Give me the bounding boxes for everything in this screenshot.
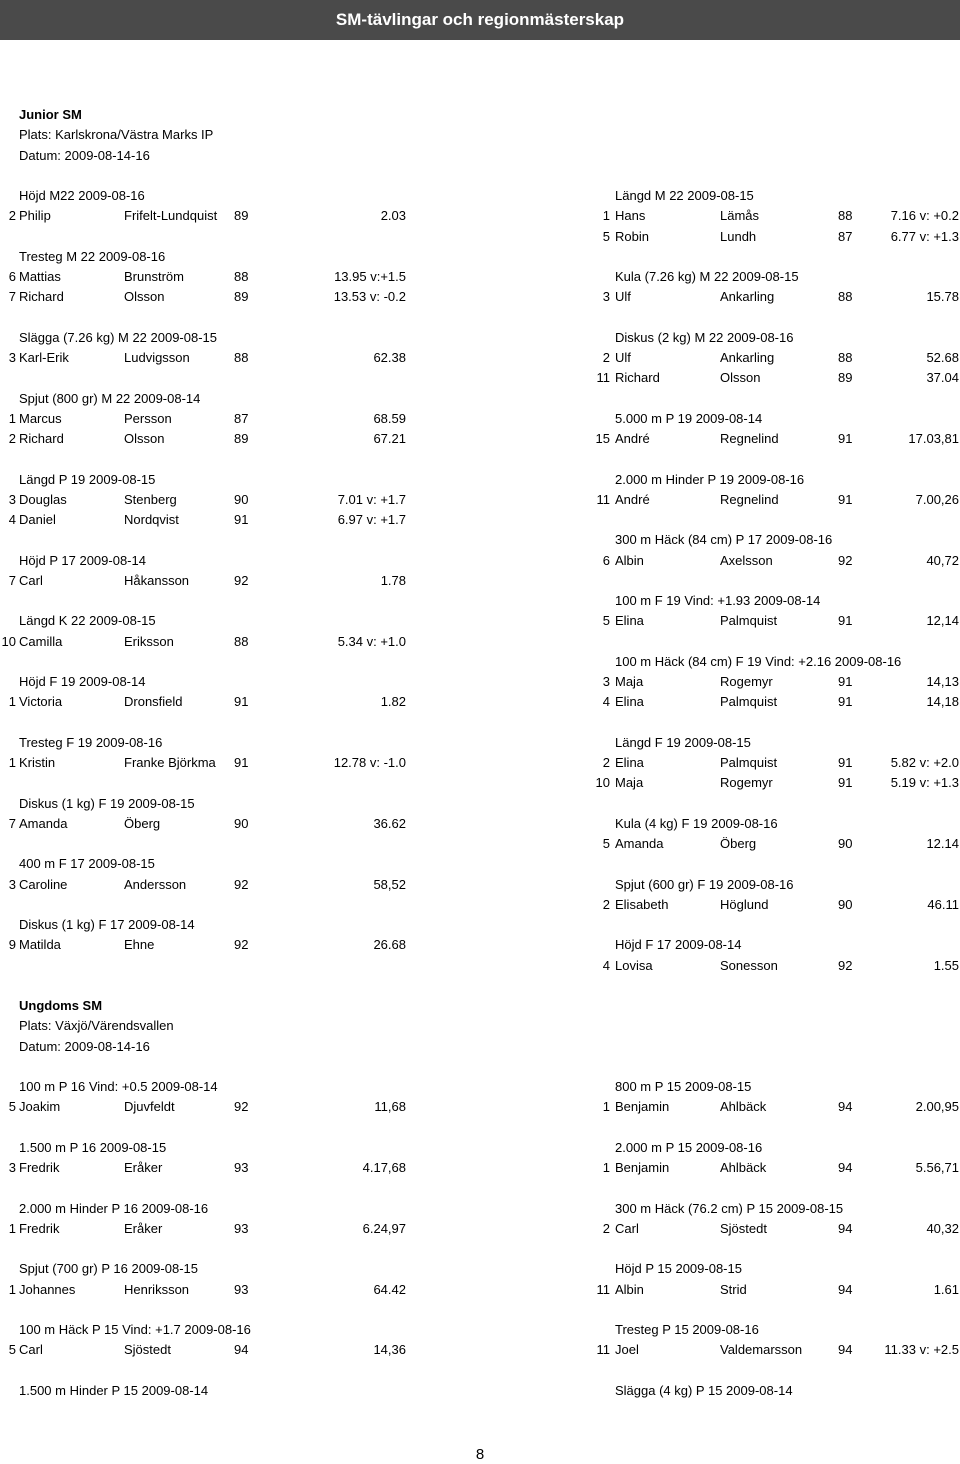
birth-year: 90	[838, 897, 853, 912]
result: 40,72	[926, 553, 959, 568]
last-name: Rogemyr	[720, 775, 773, 790]
last-name: Stenberg	[124, 492, 177, 507]
event-heading: Längd K 22 2009-08-15	[19, 613, 156, 628]
event-heading: Höjd P 15 2009-08-15	[615, 1261, 742, 1276]
result: 6.24,97	[362, 1221, 406, 1236]
result: 58,52	[373, 877, 406, 892]
birth-year: 88	[838, 289, 853, 304]
result: 17.03,81	[908, 431, 959, 446]
first-name: Karl-Erik	[19, 350, 69, 365]
result: 13.95 v:+1.5	[334, 269, 406, 284]
first-name: Joel	[615, 1342, 639, 1357]
result: 68.59	[373, 411, 406, 426]
result: 64.42	[373, 1282, 406, 1297]
birth-year: 93	[234, 1282, 249, 1297]
result: 12.14	[926, 836, 959, 851]
birth-year: 90	[234, 492, 249, 507]
placing: 3	[8, 350, 16, 365]
last-name: Håkansson	[124, 573, 190, 588]
section-title: Ungdoms SM	[19, 998, 103, 1013]
birth-year: 92	[234, 937, 249, 952]
event-heading: Plats: Karlskrona/Västra Marks IP	[19, 127, 214, 142]
result: 36.62	[373, 816, 406, 831]
result: 1.78	[380, 573, 406, 588]
first-name: Daniel	[19, 512, 56, 527]
result: 4.17,68	[362, 1160, 406, 1175]
event-heading: Höjd P 17 2009-08-14	[19, 553, 146, 568]
last-name: Höglund	[720, 897, 769, 912]
placing: 1	[8, 755, 16, 770]
last-name: Regnelind	[720, 492, 779, 507]
result: 14,36	[373, 1342, 406, 1357]
placing: 5	[8, 1099, 16, 1114]
birth-year: 89	[234, 431, 249, 446]
event-heading: Tresteg P 15 2009-08-16	[615, 1322, 759, 1337]
birth-year: 94	[838, 1221, 853, 1236]
placing: 2	[8, 431, 16, 446]
result: 5.82 v: +2.0	[890, 755, 959, 770]
first-name: Matilda	[19, 937, 61, 952]
last-name: Palmquist	[720, 755, 778, 770]
placing: 5	[602, 229, 610, 244]
first-name: Caroline	[19, 877, 68, 892]
event-heading: Tresteg F 19 2009-08-16	[19, 735, 163, 750]
event-heading: Kula (7.26 kg) M 22 2009-08-15	[615, 269, 799, 284]
placing: 11	[596, 492, 610, 507]
last-name: Lämås	[720, 208, 760, 223]
placing: 2	[602, 350, 610, 365]
birth-year: 94	[838, 1282, 853, 1297]
result: 2.03	[380, 208, 406, 223]
last-name: Sonesson	[720, 958, 778, 973]
first-name: Carl	[19, 1342, 43, 1357]
first-name: Benjamin	[615, 1099, 670, 1114]
event-heading: Längd M 22 2009-08-15	[615, 188, 754, 203]
first-name: Victoria	[19, 694, 63, 709]
placing: 4	[602, 958, 610, 973]
first-name: Albin	[615, 553, 644, 568]
placing: 5	[602, 836, 610, 851]
first-name: André	[615, 492, 650, 507]
page-header	[0, 0, 960, 40]
birth-year: 89	[234, 289, 249, 304]
event-heading: Diskus (1 kg) F 19 2009-08-15	[19, 796, 195, 811]
result: 5.56,71	[915, 1160, 959, 1175]
event-heading: 100 m Häck P 15 Vind: +1.7 2009-08-16	[19, 1322, 251, 1337]
first-name: Mattias	[19, 269, 61, 284]
placing: 3	[602, 289, 610, 304]
event-heading: Datum: 2009-08-14-16	[19, 148, 150, 163]
last-name: Ankarling	[720, 350, 775, 365]
result: 37.04	[926, 370, 959, 385]
placing: 10	[595, 775, 610, 790]
event-heading: 100 m Häck (84 cm) F 19 Vind: +2.16 2009-08-16	[615, 654, 902, 669]
birth-year: 89	[234, 208, 249, 223]
birth-year: 93	[234, 1221, 249, 1236]
placing: 7	[8, 816, 16, 831]
first-name: Amanda	[19, 816, 68, 831]
first-name: Lovisa	[615, 958, 653, 973]
first-name: Philip	[19, 208, 51, 223]
placing: 1	[602, 1099, 610, 1114]
last-name: Ankarling	[720, 289, 775, 304]
placing: 3	[8, 1160, 16, 1175]
last-name: Ehne	[124, 937, 155, 952]
birth-year: 91	[234, 512, 249, 527]
birth-year: 88	[234, 269, 249, 284]
last-name: Henriksson	[124, 1282, 190, 1297]
birth-year: 91	[838, 431, 853, 446]
first-name: Richard	[615, 370, 660, 385]
birth-year: 88	[838, 208, 853, 223]
last-name: Ahlbäck	[720, 1160, 767, 1175]
result: 5.34 v: +1.0	[337, 634, 406, 649]
event-heading: 300 m Häck (84 cm) P 17 2009-08-16	[615, 532, 833, 547]
last-name: Eråker	[124, 1221, 163, 1236]
birth-year: 91	[838, 492, 853, 507]
birth-year: 88	[234, 350, 249, 365]
first-name: Carl	[19, 573, 43, 588]
section-title: Junior SM	[19, 107, 82, 122]
placing: 4	[602, 694, 610, 709]
first-name: André	[615, 431, 650, 446]
event-heading: Datum: 2009-08-14-16	[19, 1039, 150, 1054]
result: 12,14	[926, 613, 959, 628]
result: 7.16 v: +0.2	[890, 208, 959, 223]
event-heading: Slägga (4 kg) P 15 2009-08-14	[615, 1383, 793, 1398]
event-heading: 1.500 m Hinder P 15 2009-08-14	[19, 1383, 209, 1398]
result: 26.68	[373, 937, 406, 952]
first-name: Richard	[19, 431, 64, 446]
placing: 2	[602, 897, 610, 912]
event-heading: Höjd M22 2009-08-16	[19, 188, 145, 203]
event-heading: 1.500 m P 16 2009-08-15	[19, 1140, 167, 1155]
result: 52.68	[926, 350, 959, 365]
last-name: Olsson	[720, 370, 761, 385]
result: 62.38	[373, 350, 406, 365]
result: 5.19 v: +1.3	[890, 775, 959, 790]
event-heading: Längd F 19 2009-08-15	[615, 735, 751, 750]
last-name: Olsson	[124, 431, 165, 446]
birth-year: 88	[234, 634, 249, 649]
result: 11.33 v: +2.5	[884, 1342, 959, 1357]
birth-year: 92	[838, 553, 853, 568]
result: 14,18	[926, 694, 959, 709]
first-name: Carl	[615, 1221, 639, 1236]
last-name: Lundh	[720, 229, 757, 244]
birth-year: 94	[838, 1160, 853, 1175]
result: 7.00,26	[915, 492, 959, 507]
last-name: Sjöstedt	[720, 1221, 767, 1236]
last-name: Nordqvist	[124, 512, 179, 527]
result: 14,13	[926, 674, 959, 689]
placing: 1	[602, 1160, 610, 1175]
last-name: Öberg	[720, 836, 757, 851]
last-name: Ahlbäck	[720, 1099, 767, 1114]
result: 1.82	[380, 694, 406, 709]
last-name: Strid	[720, 1282, 747, 1297]
result: 6.77 v: +1.3	[890, 229, 959, 244]
birth-year: 94	[838, 1342, 853, 1357]
last-name: Eråker	[124, 1160, 163, 1175]
placing: 1	[8, 1221, 16, 1236]
placing: 1	[8, 1282, 16, 1297]
result: 40,32	[926, 1221, 959, 1236]
placing: 3	[8, 877, 16, 892]
last-name: Palmquist	[720, 694, 778, 709]
placing: 2	[602, 1221, 610, 1236]
birth-year: 92	[234, 1099, 249, 1114]
first-name: Elina	[615, 694, 644, 709]
first-name: Kristin	[19, 755, 56, 770]
event-heading: 5.000 m P 19 2009-08-14	[615, 411, 763, 426]
birth-year: 92	[838, 958, 853, 973]
result: 1.55	[933, 958, 959, 973]
first-name: Marcus	[19, 411, 62, 426]
event-heading: Höjd F 17 2009-08-14	[615, 937, 742, 952]
birth-year: 93	[234, 1160, 249, 1175]
event-heading: 300 m Häck (76.2 cm) P 15 2009-08-15	[615, 1201, 844, 1216]
event-heading: 100 m P 16 Vind: +0.5 2009-08-14	[19, 1079, 218, 1094]
birth-year: 92	[234, 877, 249, 892]
event-heading: 100 m F 19 Vind: +1.93 2009-08-14	[615, 593, 821, 608]
first-name: Benjamin	[615, 1160, 670, 1175]
placing: 3	[8, 492, 16, 507]
first-name: Joakim	[19, 1099, 61, 1114]
result: 12.78 v: -1.0	[333, 755, 406, 770]
first-name: Elina	[615, 613, 644, 628]
birth-year: 89	[838, 370, 853, 385]
event-heading: Kula (4 kg) F 19 2009-08-16	[615, 816, 778, 831]
last-name: Franke Björkma	[124, 755, 216, 770]
event-heading: Spjut (600 gr) F 19 2009-08-16	[615, 877, 794, 892]
birth-year: 87	[838, 229, 853, 244]
placing: 7	[8, 573, 16, 588]
placing: 1	[602, 208, 610, 223]
result: 46.11	[927, 897, 959, 912]
placing: 11	[596, 370, 610, 385]
placing: 1	[8, 694, 16, 709]
placing: 11	[596, 1282, 610, 1297]
event-heading: 2.000 m P 15 2009-08-16	[615, 1140, 763, 1155]
event-heading: Spjut (800 gr) M 22 2009-08-14	[19, 391, 201, 406]
last-name: Andersson	[124, 877, 187, 892]
result: 67.21	[373, 431, 406, 446]
placing: 9	[8, 937, 16, 952]
birth-year: 94	[838, 1099, 853, 1114]
last-name: Axelsson	[720, 553, 773, 568]
placing: 5	[8, 1342, 16, 1357]
last-name: Persson	[124, 411, 172, 426]
first-name: Ulf	[615, 350, 631, 365]
event-heading: 2.000 m Hinder P 16 2009-08-16	[19, 1201, 209, 1216]
placing: 4	[8, 512, 16, 527]
last-name: Regnelind	[720, 431, 779, 446]
last-name: Olsson	[124, 289, 165, 304]
first-name: Robin	[615, 229, 649, 244]
first-name: Elisabeth	[615, 897, 669, 912]
last-name: Rogemyr	[720, 674, 773, 689]
birth-year: 94	[234, 1342, 249, 1357]
last-name: Ludvigsson	[124, 350, 190, 365]
first-name: Camilla	[19, 634, 63, 649]
first-name: Douglas	[19, 492, 67, 507]
first-name: Fredrik	[19, 1221, 60, 1236]
last-name: Djuvfeldt	[124, 1099, 175, 1114]
birth-year: 91	[234, 755, 249, 770]
placing: 1	[8, 411, 16, 426]
last-name: Sjöstedt	[124, 1342, 171, 1357]
first-name: Elina	[615, 755, 644, 770]
placing: 15	[595, 431, 610, 446]
birth-year: 91	[838, 613, 853, 628]
event-heading: Diskus (1 kg) F 17 2009-08-14	[19, 917, 195, 932]
event-heading: Höjd F 19 2009-08-14	[19, 674, 146, 689]
result: 11,68	[374, 1099, 406, 1114]
result: 7.01 v: +1.7	[337, 492, 406, 507]
placing: 7	[8, 289, 16, 304]
last-name: Brunström	[124, 269, 184, 284]
event-heading: Spjut (700 gr) P 16 2009-08-15	[19, 1261, 198, 1276]
first-name: Ulf	[615, 289, 631, 304]
event-heading: Slägga (7.26 kg) M 22 2009-08-15	[19, 330, 218, 345]
result: 15.78	[926, 289, 959, 304]
event-heading: Längd P 19 2009-08-15	[19, 472, 156, 487]
last-name: Öberg	[124, 816, 161, 831]
birth-year: 91	[234, 694, 249, 709]
placing: 6	[602, 553, 610, 568]
first-name: Johannes	[19, 1282, 76, 1297]
birth-year: 87	[234, 411, 249, 426]
birth-year: 90	[234, 816, 249, 831]
placing: 3	[602, 674, 610, 689]
event-heading: 400 m F 17 2009-08-15	[19, 856, 155, 871]
placing: 11	[596, 1342, 610, 1357]
first-name: Hans	[615, 208, 646, 223]
first-name: Maja	[615, 674, 644, 689]
last-name: Eriksson	[124, 634, 174, 649]
last-name: Dronsfield	[124, 694, 183, 709]
last-name: Valdemarsson	[720, 1342, 803, 1357]
event-heading: Diskus (2 kg) M 22 2009-08-16	[615, 330, 794, 345]
first-name: Fredrik	[19, 1160, 60, 1175]
placing: 2	[602, 755, 610, 770]
placing: 5	[602, 613, 610, 628]
first-name: Amanda	[615, 836, 664, 851]
birth-year: 92	[234, 573, 249, 588]
event-heading: 2.000 m Hinder P 19 2009-08-16	[615, 472, 805, 487]
first-name: Richard	[19, 289, 64, 304]
birth-year: 91	[838, 674, 853, 689]
placing: 2	[8, 208, 16, 223]
birth-year: 91	[838, 755, 853, 770]
event-heading: 800 m P 15 2009-08-15	[615, 1079, 752, 1094]
birth-year: 90	[838, 836, 853, 851]
placing: 6	[8, 269, 16, 284]
event-heading: Tresteg M 22 2009-08-16	[19, 249, 166, 264]
result: 2.00,95	[915, 1099, 959, 1114]
first-name: Albin	[615, 1282, 644, 1297]
result: 13.53 v: -0.2	[333, 289, 406, 304]
birth-year: 91	[838, 694, 853, 709]
last-name: Palmquist	[720, 613, 778, 628]
event-heading: Plats: Växjö/Värendsvallen	[19, 1018, 174, 1033]
birth-year: 88	[838, 350, 853, 365]
page-number: 8	[475, 1446, 485, 1463]
last-name: Frifelt-Lundquist	[124, 208, 218, 223]
placing: 10	[1, 634, 16, 649]
birth-year: 91	[838, 775, 853, 790]
first-name: Maja	[615, 775, 644, 790]
result: 1.61	[933, 1282, 959, 1297]
result: 6.97 v: +1.7	[337, 512, 406, 527]
header-title: SM-tävlingar och regionmästerskap	[335, 10, 625, 29]
